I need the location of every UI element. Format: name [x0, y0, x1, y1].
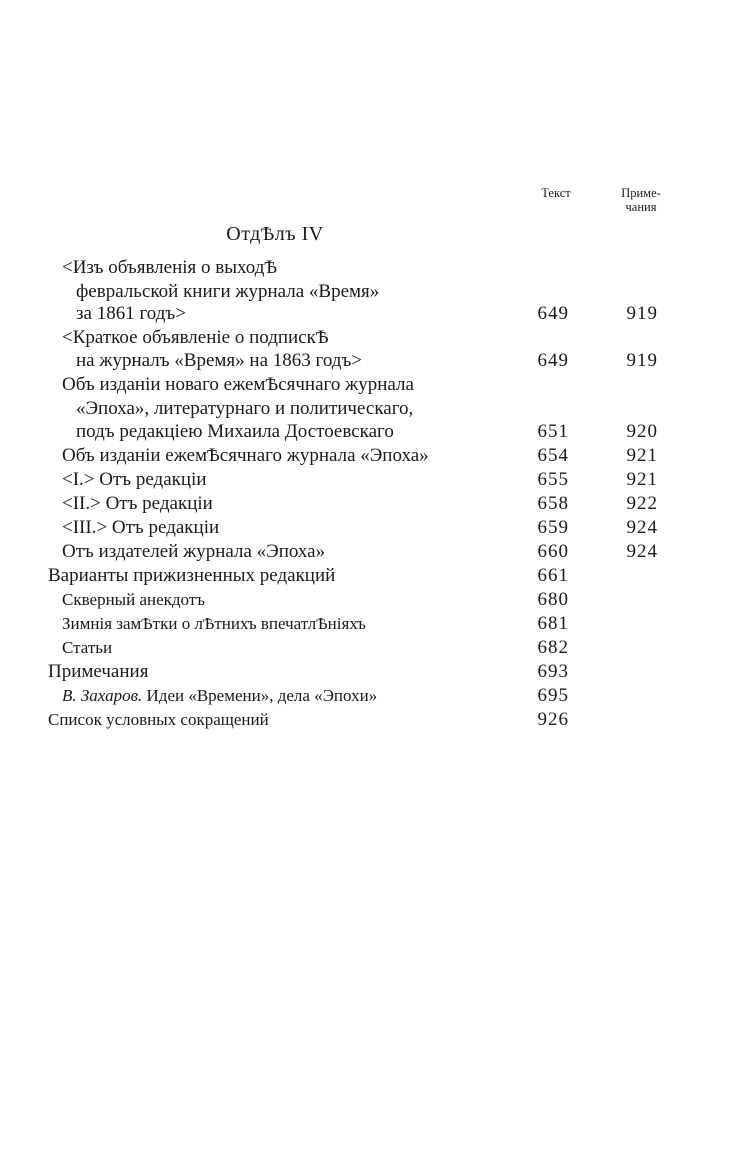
toc-note-number: 924	[626, 517, 658, 538]
toc-row	[0, 326, 755, 350]
toc-row	[0, 588, 755, 612]
toc-row	[0, 302, 755, 326]
toc-row	[0, 684, 755, 708]
toc-page-number: 680	[537, 589, 569, 610]
toc-note-number: 920	[626, 421, 658, 442]
toc-row	[0, 373, 755, 397]
column-header-notes-line2: чания	[625, 200, 657, 214]
toc-row	[0, 708, 755, 732]
toc-page-number: 682	[537, 637, 569, 658]
toc-row	[0, 349, 755, 373]
column-header-notes-line1: Приме-	[621, 186, 661, 200]
toc-note-number: 921	[626, 469, 658, 490]
toc-page-number: 651	[537, 421, 569, 442]
toc-row	[0, 420, 755, 444]
column-header-notes	[608, 186, 674, 214]
toc-entry-title: Статьи	[62, 638, 113, 657]
toc-page-number: 649	[537, 350, 569, 371]
toc-page-number: 693	[537, 661, 569, 682]
toc-entry-title: Варианты прижизненных редакций	[48, 565, 336, 586]
toc-entry-title: на журналъ «Время» на 1863 годъ>	[76, 350, 363, 371]
toc-entry-title: Список условных сокращений	[48, 710, 269, 729]
section-title: ОтдѢлъ IV	[226, 223, 324, 245]
toc-page-number: 654	[537, 445, 569, 466]
toc-entry-title: Примечания	[48, 661, 149, 682]
toc-row	[0, 660, 755, 684]
toc-entry-title: Объ изданіи ежемѢсячнаго журнала «Эпоха»	[62, 445, 429, 466]
toc-note-number: 924	[626, 541, 658, 562]
toc-note-number: 919	[626, 303, 658, 324]
toc-entry-title: за 1861 годъ>	[76, 303, 186, 324]
toc-entry-title: <Изъ объявленія о выходѢ	[62, 257, 278, 278]
toc-entry-title: <II.> Отъ редакціи	[62, 493, 213, 514]
toc-row	[0, 564, 755, 588]
toc-entry-title: подъ редакціею Михаила Достоевскаго	[76, 421, 394, 442]
toc-entry-title: Скверный анекдотъ	[62, 590, 206, 609]
toc-entry-title: февральской книги журнала «Время»	[76, 281, 380, 302]
toc-row	[0, 636, 755, 660]
toc-entry-title: <III.> Отъ редакціи	[62, 517, 220, 538]
toc-page-number: 681	[537, 613, 569, 634]
toc-entry-author: В. Захаров.	[62, 686, 143, 705]
toc-entry-title: Отъ издателей журнала «Эпоха»	[62, 541, 326, 562]
toc-entry-title: «Эпоха», литературнаго и политическаго,	[76, 398, 414, 419]
toc-row	[0, 468, 755, 492]
toc-entry-title: <Краткое объявленіе о подпискѢ	[62, 327, 329, 348]
toc-row	[0, 540, 755, 564]
toc-page-number: 658	[537, 493, 569, 514]
toc-note-number: 919	[626, 350, 658, 371]
column-header-text: Текст	[541, 186, 571, 200]
toc-row	[0, 397, 755, 421]
toc-note-number: 921	[626, 445, 658, 466]
toc-row	[0, 492, 755, 516]
toc-note-number: 922	[626, 493, 658, 514]
toc-row	[0, 280, 755, 304]
toc-entry-title-rest: Идеи «Времени», дела «Эпохи»	[142, 686, 378, 705]
toc-page-number: 655	[537, 469, 569, 490]
toc-entry-title: Зимнія замѢтки о лѢтнихъ впечатлѢніяхъ	[62, 614, 366, 633]
toc-page-number: 649	[537, 303, 569, 324]
toc-page-number: 660	[537, 541, 569, 562]
toc-page-number: 659	[537, 517, 569, 538]
toc-row	[0, 612, 755, 636]
toc-entry-title: Объ изданіи новаго ежемѢсячнаго журнала	[62, 374, 414, 395]
toc-page-number: 661	[537, 565, 569, 586]
toc-page-number: 695	[537, 685, 569, 706]
toc-row	[0, 256, 755, 280]
toc-row	[0, 444, 755, 468]
toc-entry-title	[62, 684, 377, 708]
toc-row	[0, 516, 755, 540]
toc-page-number: 926	[537, 709, 569, 730]
toc-entry-title: <I.> Отъ редакціи	[62, 469, 207, 490]
